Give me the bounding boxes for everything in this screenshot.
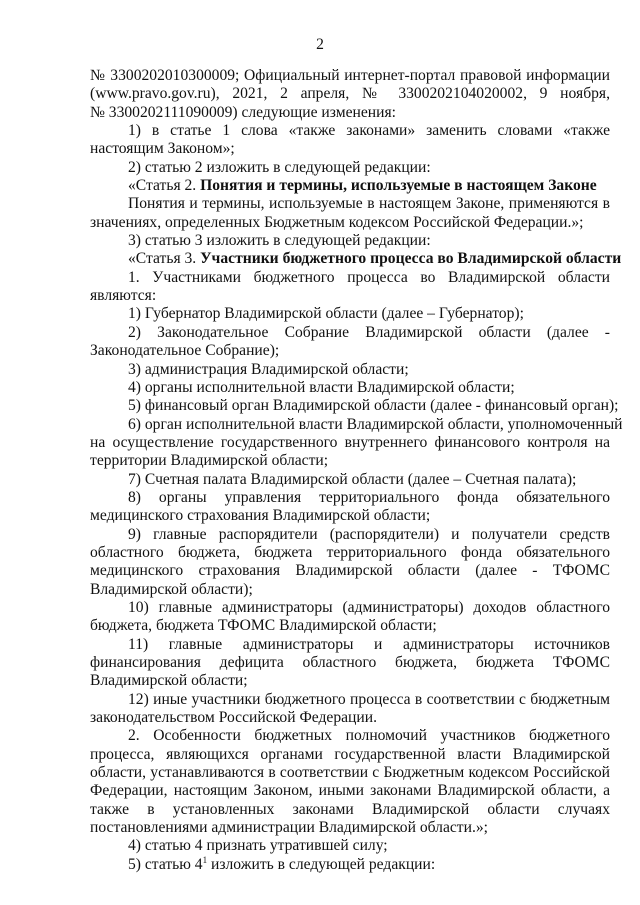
line-text: 2) статью 2 изложить в следующей редакции: bbox=[128, 158, 431, 176]
line-text: Законодательное Собрание); bbox=[90, 342, 280, 360]
line-text: 1. Участниками бюджетного процесса во Владимирской области bbox=[128, 268, 610, 286]
text-line bbox=[90, 654, 610, 672]
line-text: на осуществление государственного внутреннего финансового контроля на bbox=[90, 433, 610, 451]
text-line bbox=[90, 140, 610, 158]
text-line bbox=[90, 471, 610, 489]
line-text: медицинского страхования Владимирской области; bbox=[90, 507, 431, 525]
article-heading: Участники бюджетного процесса во Владимирской области bbox=[200, 250, 622, 268]
text-line bbox=[90, 764, 610, 782]
text-line bbox=[90, 361, 610, 379]
text-line bbox=[90, 287, 610, 305]
line-text: законодательством Российской Федерации. bbox=[90, 709, 377, 727]
text-line bbox=[90, 672, 610, 690]
text-line bbox=[90, 507, 610, 525]
line-text: 2. Особенности бюджетных полномочий участников бюджетного bbox=[128, 727, 610, 745]
line-text: «Статья 3. bbox=[128, 250, 201, 268]
text-line bbox=[90, 195, 610, 213]
text-line bbox=[90, 617, 610, 635]
line-text: «Статья 2. bbox=[128, 177, 201, 195]
line-text: № 3300202111090009) следующие изменения: bbox=[90, 103, 396, 121]
line-text: Владимирской области; bbox=[90, 672, 248, 690]
line-text: 5) финансовый орган Владимирской области (далее - финансовый орган); bbox=[128, 397, 619, 415]
line-text: 2) Законодательное Собрание Владимирской области (далее - bbox=[128, 323, 610, 341]
line-text: постановлениями администрации Владимирской области.»; bbox=[90, 819, 488, 837]
line-text: также в установленных законами Владимирской области случаях bbox=[90, 800, 610, 818]
text-line bbox=[90, 434, 610, 452]
text-line bbox=[90, 122, 610, 140]
line-text: Владимирской области); bbox=[90, 580, 253, 598]
line-text: 1) Губернатор Владимирской области (далее – Губернатор); bbox=[128, 305, 524, 323]
text-line bbox=[90, 415, 623, 434]
line-text: областного бюджета, бюджета территориального фонда обязательного bbox=[90, 543, 610, 561]
text-line bbox=[90, 636, 610, 654]
line-text: 1) в статье 1 слова «также законами» заменить словами «также bbox=[128, 122, 610, 140]
line-text: 11) главные администраторы и администраторы источников bbox=[128, 635, 610, 653]
text-line bbox=[90, 159, 610, 177]
line-text: являются: bbox=[90, 287, 157, 305]
text-line bbox=[90, 581, 610, 599]
text-line bbox=[90, 727, 610, 745]
text-line bbox=[90, 177, 610, 195]
document-body bbox=[90, 67, 623, 874]
page-number: 2 bbox=[316, 36, 324, 53]
line-text: финансирования дефицита областного бюджета, бюджета ТФОМС bbox=[90, 654, 610, 671]
line-text: (www.pravo.gov.ru), 2021, 2 апреля, № 3300202104020002, 9 ноября, bbox=[90, 85, 610, 103]
text-line bbox=[90, 526, 610, 544]
text-line bbox=[90, 856, 610, 874]
text-line bbox=[90, 342, 610, 360]
line-text: Понятия и термины, используемые в настоящем Законе, применяются в bbox=[128, 195, 610, 213]
line-text: 6) орган исполнительной власти Владимирской области, уполномоченный bbox=[128, 415, 623, 433]
text-line bbox=[90, 489, 610, 507]
text-line bbox=[90, 452, 610, 470]
line-text: № 3300202010300009; Официальный интернет-портал правовой информации bbox=[90, 67, 610, 84]
line-text: 12) иные участники бюджетного процесса в соответствии с бюджетным bbox=[128, 690, 610, 708]
line-text: 4) органы исполнительной власти Владимирской области; bbox=[128, 378, 515, 396]
text-line bbox=[90, 67, 610, 85]
line-text: бюджета, бюджета ТФОМС Владимирской области; bbox=[90, 617, 437, 635]
text-line bbox=[90, 232, 610, 250]
text-line bbox=[90, 397, 619, 415]
text-line bbox=[90, 214, 610, 232]
text-line bbox=[90, 324, 610, 342]
text-line bbox=[90, 599, 610, 617]
line-text-after: изложить в следующей редакции: bbox=[207, 855, 436, 873]
text-line bbox=[90, 801, 610, 819]
text-line bbox=[90, 562, 610, 580]
text-line bbox=[90, 819, 610, 837]
text-line bbox=[90, 269, 610, 287]
text-line bbox=[90, 305, 610, 323]
line-text: 4) статью 4 признать утратившей силу; bbox=[128, 837, 388, 855]
text-line bbox=[90, 544, 610, 562]
line-text: 10) главные администраторы (администраторы) доходов областного bbox=[128, 598, 610, 616]
article-heading: Понятия и термины, используемые в настоящем Законе bbox=[200, 177, 597, 195]
line-text: 7) Счетная палата Владимирской области (далее – Счетная палата); bbox=[128, 470, 577, 488]
text-line bbox=[90, 746, 610, 764]
line-text: 9) главные распорядители (распорядители) и получатели средств bbox=[128, 525, 610, 543]
text-line bbox=[90, 85, 610, 103]
text-line bbox=[90, 709, 610, 727]
text-line bbox=[90, 782, 610, 800]
line-text: 3) администрация Владимирской области; bbox=[128, 360, 409, 378]
superscript: 1 bbox=[202, 854, 208, 865]
line-text: значениях, определенных Бюджетным кодексом Российской Федерации.»; bbox=[90, 213, 584, 231]
line-text: процесса, являющихся органами государственной власти Владимирской bbox=[90, 745, 610, 763]
line-text: Федерации, настоящим Законом, иными законами Владимирской области, а bbox=[90, 782, 610, 800]
line-text: области, устанавливаются в соответствии с Бюджетным кодексом Российской bbox=[90, 764, 610, 782]
line-text: 5) статью 4 bbox=[128, 855, 203, 873]
text-line bbox=[90, 837, 610, 855]
text-line bbox=[90, 379, 610, 397]
text-line bbox=[90, 691, 610, 709]
line-text: настоящим Законом»; bbox=[90, 140, 235, 158]
line-text: 3) статью 3 изложить в следующей редакции: bbox=[128, 232, 431, 250]
line-text: территории Владимирской области; bbox=[90, 452, 329, 470]
text-line bbox=[90, 104, 610, 122]
line-text: 8) органы управления территориального фонда обязательного bbox=[128, 488, 610, 506]
line-text: медицинского страхования Владимирской области (далее - ТФОМС bbox=[90, 562, 610, 580]
text-line bbox=[90, 250, 622, 268]
